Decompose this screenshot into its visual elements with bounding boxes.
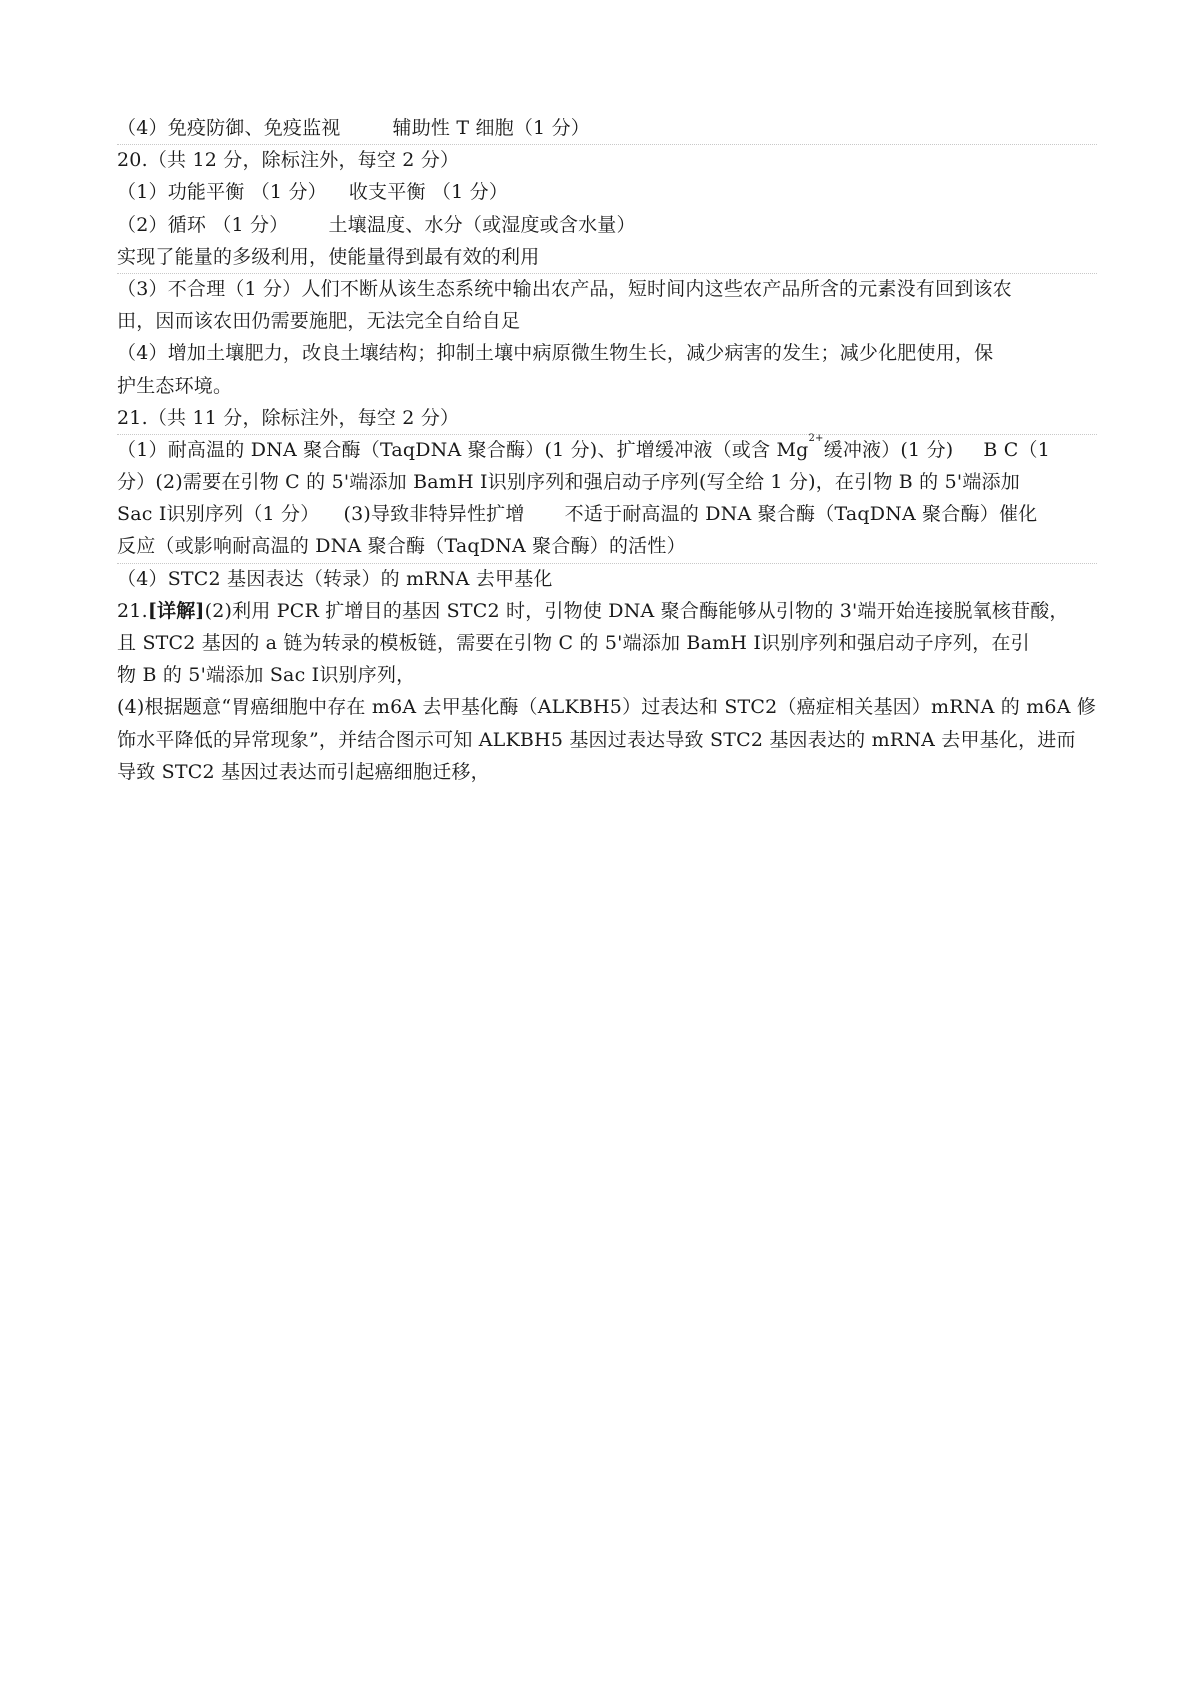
text-segment: 导致 STC2 基因过表达而引起癌细胞迁移，	[117, 760, 490, 783]
text-segment: （4）STC2 基因表达（转录）的 mRNA 去甲基化	[117, 567, 553, 590]
line-11	[117, 434, 1097, 466]
text-segment: 护生态环境。	[117, 374, 233, 397]
text-segment: （4）增加土壤肥力，改良土壤结构；抑制土壤中病原微生物生长，减少病害的发生；减少化肥使用，保	[117, 342, 994, 365]
text-segment: （3）不合理（1 分）人们不断从该生态系统中输出农产品，短时间内这些农产品所含的元素没有回到该农	[117, 277, 1012, 300]
question-20-heading	[117, 144, 1097, 176]
line-15	[117, 563, 1097, 595]
line-8	[117, 337, 1097, 369]
text-segment: 收支平衡 （1 分）	[348, 181, 509, 204]
line-12	[117, 466, 1097, 498]
text-segment: 土壤温度、水分（或湿度或含水量）	[328, 213, 636, 236]
line-6	[117, 273, 1097, 305]
text-segment: Sac Ⅰ识别序列（1 分）	[117, 503, 320, 526]
line-3	[117, 176, 1097, 208]
explanation-line-2	[117, 627, 1097, 659]
text-segment: （1）功能平衡 （1 分）	[117, 181, 327, 204]
text-segment: 且 STC2 基因的 a 链为转录的模板链，需要在引物 C 的 5'端添加 BamH Ⅰ识别序列和强启动子序列，在引	[117, 632, 1030, 654]
line-5	[117, 241, 1097, 274]
text-segment: 21.	[117, 599, 148, 622]
superscript: 2+	[808, 432, 824, 444]
explanation-line-1	[117, 595, 1097, 627]
text-segment: 实现了能量的多级利用，使能量得到最有效的利用	[117, 245, 540, 268]
text-segment: 饰水平降低的异常现象”，并结合图示可知 ALKBH5 基因过表达导致 STC2 基因表达的 mRNA 去甲基化，进而	[117, 728, 1076, 751]
line-7	[117, 305, 1097, 337]
explanation-line-4	[117, 691, 1097, 723]
text-segment: 物 B 的 5'端添加 Sac Ⅰ识别序列，	[117, 664, 416, 687]
text-segment: (3)导致非特异性扩增	[343, 503, 525, 526]
line-4	[117, 209, 1097, 241]
text-segment: 反应（或影响耐高温的 DNA 聚合酶（TaqDNA 聚合酶）的活性）	[117, 535, 686, 558]
question-21-heading	[117, 402, 1097, 435]
text-segment: 20.（共 12 分，除标注外，每空 2 分）	[117, 149, 460, 172]
explanation-line-3	[117, 659, 1097, 691]
text-segment: （2）循环 （1 分）	[117, 213, 289, 236]
text-segment: (2)利用 PCR 扩增目的基因 STC2 时，引物使 DNA 聚合酶能够从引物的 3'端开始连接脱氧核苷酸，	[204, 599, 1069, 622]
line-1	[117, 112, 1097, 145]
explanation-line-6	[117, 756, 1097, 788]
text-segment: 辅助性 T 细胞（1 分）	[392, 117, 590, 139]
line-9	[117, 370, 1097, 402]
text-segment: 分）(2)需要在引物 C 的 5'端添加 BamH Ⅰ识别序列和强启动子序列(写全给 1 分)，在引物 B 的 5'端添加	[117, 471, 1020, 494]
text-segment: （4）免疫防御、免疫监视	[117, 117, 341, 139]
text-segment: 不适于耐高温的 DNA 聚合酶（TaqDNA 聚合酶）催化	[564, 503, 1038, 526]
text-segment: B C（1	[983, 438, 1051, 461]
line-13	[117, 498, 1097, 530]
explanation-line-5	[117, 724, 1097, 756]
answer-text	[117, 112, 1097, 788]
line-14	[117, 530, 1097, 563]
text-segment: (4)根据题意“胃癌细胞中存在 m6A 去甲基化酶（ALKBH5）过表达和 STC2（癌症相关基因）mRNA 的 m6A 修	[117, 696, 1097, 719]
text-segment: 21.（共 11 分，除标注外，每空 2 分）	[117, 406, 460, 429]
text-segment: （1）耐高温的 DNA 聚合酶（TaqDNA 聚合酶）(1 分)、扩增缓冲液（或含 Mg	[117, 438, 809, 461]
text-segment: 缓冲液）(1 分)	[823, 438, 954, 461]
detail-label: [详解]	[147, 599, 205, 622]
text-segment: 田，因而该农田仍需要施肥，无法完全自给自足	[117, 310, 521, 333]
